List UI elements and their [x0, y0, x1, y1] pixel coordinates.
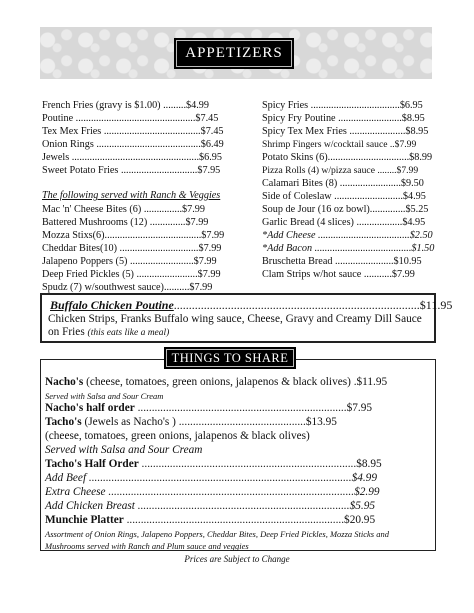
share-addon: Add Beef .............................................................................................$4.99 [45, 472, 377, 484]
share-item [45, 458, 382, 470]
menu-item: Sweet Potato Fries ..............................$7.95 [42, 165, 221, 176]
menu-item: Mozza Stixs(6)......................................$7.99 [42, 230, 225, 241]
share-item-detail: (Jewels as Nacho's ) .............................................$13.95 [81, 416, 337, 428]
menu-item: Cheddar Bites(10) ...............................$7.99 [42, 243, 222, 254]
footer-note: Prices are Subject to Change [184, 554, 290, 564]
menu-item: Calamari Bites (8) ........................$9.50 [262, 178, 424, 189]
feature-title-row [50, 298, 452, 313]
sub-heading: The following served with Ranch & Veggies [42, 190, 221, 201]
menu-item: Mac 'n' Cheese Bites (6) ...............$7.99 [42, 204, 205, 215]
share-note: Mushrooms served with Ranch and Plum sauce and veggies [45, 541, 249, 551]
share-title: THINGS TO SHARE [164, 347, 296, 369]
share-item-detail: .............................................................................$20.95 [123, 514, 376, 526]
menu-item: Shrimp Fingers w/cocktail sauce ..$7.99 [262, 139, 417, 150]
share-item-name: Tacho's [45, 416, 82, 428]
share-item-name: Munchie Platter [45, 514, 124, 526]
menu-item: Clam Strips w/hot sauce ...........$7.99 [262, 269, 415, 280]
share-item-name: Nacho's [45, 376, 84, 388]
share-item [45, 514, 375, 526]
menu-item: Battered Mushrooms (12) ..............$7.99 [42, 217, 209, 228]
menu-item: Spudz (7) w/southwest sauce)..........$7.99 [42, 282, 213, 293]
feature-box [40, 293, 453, 343]
menu-item: Onion Rings .........................................$6.49 [42, 139, 224, 150]
feature-title: Buffalo Chicken Poutine [50, 298, 174, 312]
share-item [45, 402, 372, 414]
share-item [45, 376, 387, 388]
feature-description [48, 313, 432, 340]
share-addon: Extra Cheese .......................................................................................$2.99 [45, 486, 380, 498]
share-item-name: Tacho's Half Order [45, 458, 139, 470]
share-item-detail: ..........................................................................$7.95 [134, 402, 372, 414]
menu-item: *Add Cheese ....................................$2.50 [262, 230, 433, 241]
menu-item: Poutine ...............................................$7.45 [42, 113, 219, 124]
feature-note: (this eats like a meal) [87, 328, 170, 338]
share-item: (cheese, tomatoes, green onions, jalapenos & black olives) [45, 430, 310, 442]
menu-item: Tex Mex Fries ......................................$7.45 [42, 126, 224, 137]
menu-item: Pizza Rolls (4) w/pizza sauce ........$7.99 [262, 165, 419, 176]
menu-item: Garlic Bread (4 slices) ..................$4.95 [262, 217, 426, 228]
feature-price: ..................................................................................$11.95 [173, 298, 453, 312]
page-title: APPETIZERS [174, 38, 294, 69]
share-item-detail: (cheese, tomatoes, green onions, jalapenos & black olives) .$11.95 [83, 376, 388, 388]
share-item [45, 416, 337, 428]
menu-item: Spicy Fry Poutine .........................$8.95 [262, 113, 425, 124]
menu-item: Potato Skins (6)................................$8.99 [262, 152, 433, 163]
menu-item: Side of Coleslaw ...........................$4.95 [262, 191, 426, 202]
menu-item: Spicy Fries ...................................$6.95 [262, 100, 423, 111]
share-note: Served with Salsa and Sour Cream [45, 444, 203, 456]
share-item-name: Nacho's half order [45, 402, 135, 414]
menu-item: Jewels ..................................................$6.95 [42, 152, 222, 163]
share-note: Assortment of Onion Rings, Jalapeno Poppers, Cheddar Bites, Deep Fried Pickles, Mozza Sticks and [45, 529, 389, 539]
menu-item: French Fries (gravy is $1.00) .........$4.99 [42, 100, 209, 111]
menu-item: *Add Bacon ......................................$1.50 [262, 243, 435, 254]
menu-item: Spicy Tex Mex Fries ......................$8.95 [262, 126, 429, 137]
share-note: Served with Salsa and Sour Cream [45, 391, 164, 401]
share-addon: Add Chicken Breast ...........................................................................$5.95 [45, 500, 375, 512]
feature-desc-text: Chicken Strips, Franks Buffalo wing sauce, Cheese, Gravy and Creamy Dill Sauce on Fries [48, 313, 422, 338]
menu-item: Bruschetta Bread .......................$10.95 [262, 256, 422, 267]
menu-item: Soup de Jour (16 oz bowl)..............$5.25 [262, 204, 429, 215]
menu-item: Deep Fried Pickles (5) ........................$7.99 [42, 269, 221, 280]
menu-item: Jalapeno Poppers (5) .........................$7.99 [42, 256, 217, 267]
share-item-detail: ............................................................................$8.95 [138, 458, 382, 470]
